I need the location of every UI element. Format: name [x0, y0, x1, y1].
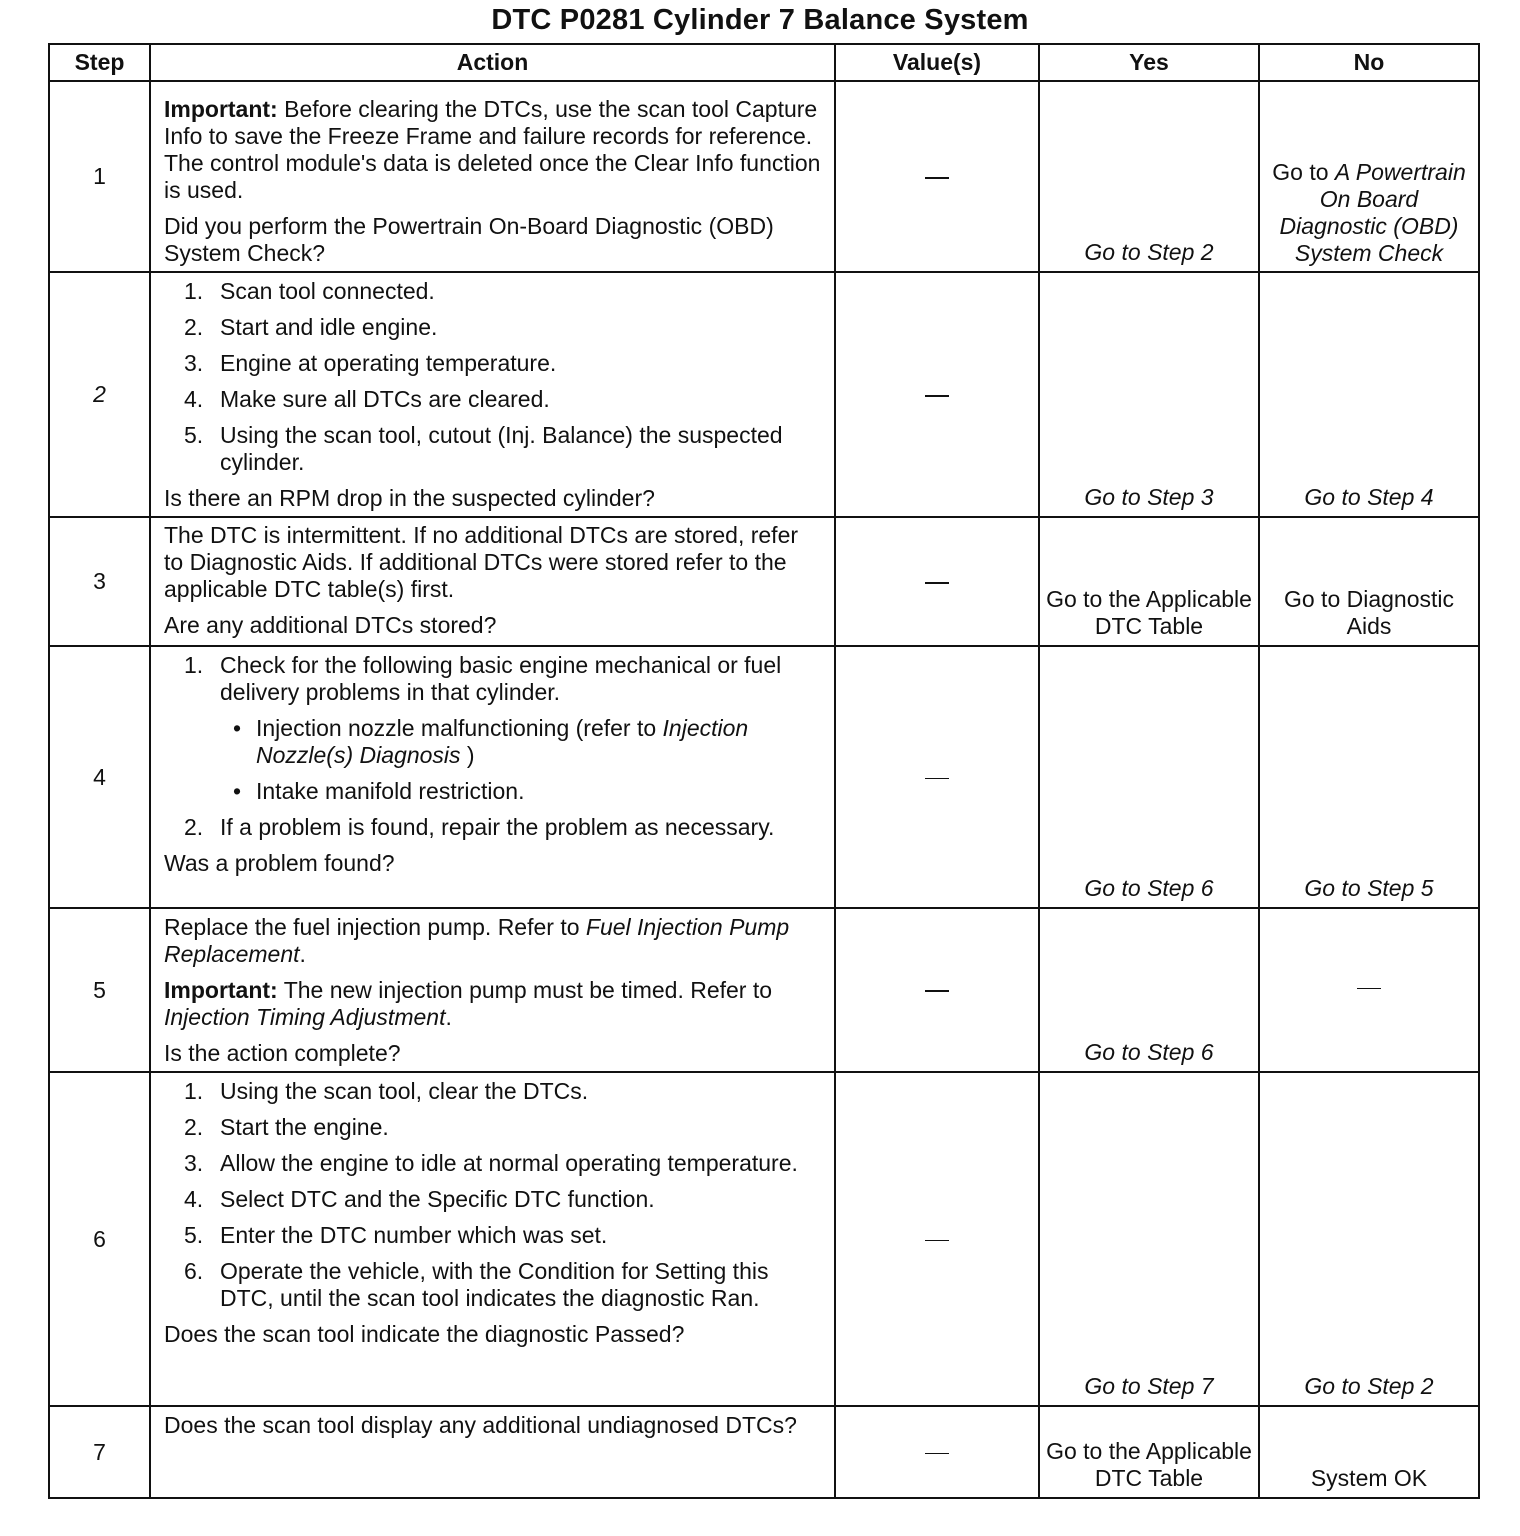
value-dash: [925, 1453, 949, 1454]
no-cell: [1259, 908, 1479, 1072]
value-cell: [835, 517, 1039, 646]
question-text: Are any additional DTCs stored?: [164, 612, 497, 638]
list-item: • Intake manifold restriction.: [220, 778, 822, 805]
value-dash: [925, 395, 949, 397]
list-item: 6. Operate the vehicle, with the Condition for Setting this DTC, until the scan tool indicates the diagnostic Ran.: [184, 1258, 769, 1311]
question-text: Is the action complete?: [164, 1040, 401, 1066]
action-cell: [150, 517, 835, 646]
action-steps: [164, 278, 822, 476]
step-number: 4: [49, 646, 150, 908]
header-no: No: [1259, 44, 1479, 81]
yes-cell: Go to Step 2: [1039, 81, 1259, 272]
list-item: 2. If a problem is found, repair the problem as necessary.: [184, 814, 775, 840]
value-dash: [925, 990, 949, 992]
table-row: [49, 517, 1479, 646]
list-item: 3. Allow the engine to idle at normal operating temperature.: [184, 1150, 798, 1176]
action-cell: [150, 646, 835, 908]
no-dash: [1357, 988, 1381, 989]
important-note: Important: The new injection pump must be timed. Refer to Injection Timing Adjustment.: [164, 977, 773, 1030]
step-number: 3: [49, 517, 150, 646]
value-cell: [835, 1406, 1039, 1498]
action-cell: [150, 81, 835, 272]
action-cell: [150, 1072, 835, 1406]
yes-cell: Go to Step 6: [1039, 908, 1259, 1072]
important-text: Before clearing the DTCs, use the scan tool Capture Info to save the Freeze Frame and failure records for reference. The control module's data is deleted once the Clear Info function is used.: [164, 96, 821, 203]
action-text: Replace the fuel injection pump. Refer to Fuel Injection Pump Replacement.: [164, 914, 790, 967]
important-label: Important:: [164, 96, 278, 122]
sub-bullets: [220, 715, 822, 805]
action-cell: [150, 272, 835, 517]
action-text: The DTC is intermittent. If no additional DTCs are stored, refer to Diagnostic Aids. If additional DTCs were stored refer to the applicable DTC table(s) first.: [164, 522, 799, 602]
header-values: Value(s): [835, 44, 1039, 81]
question-text: Was a problem found?: [164, 850, 395, 876]
yes-cell: Go to Step 7: [1039, 1072, 1259, 1406]
list-item: 2. Start and idle engine.: [184, 314, 438, 340]
table-row: [49, 81, 1479, 272]
list-item: 3. Engine at operating temperature.: [184, 350, 557, 376]
value-dash: [925, 1240, 949, 1241]
action-cell: [150, 908, 835, 1072]
yes-cell: Go to the Applicable DTC Table: [1039, 1406, 1259, 1498]
step-number: 1: [49, 81, 150, 272]
header-action: Action: [150, 44, 835, 81]
reference-link: Fuel Injection Pump Replacement: [164, 914, 790, 967]
reference-link: Injection Timing Adjustment: [164, 1004, 446, 1030]
table-row: [49, 1072, 1479, 1406]
yes-cell: Go to the Applicable DTC Table: [1039, 517, 1259, 646]
dtc-table: [48, 43, 1480, 1499]
table-row: [49, 272, 1479, 517]
action-steps: [164, 652, 822, 841]
no-cell: [1259, 81, 1479, 272]
reference-link: Injection Nozzle(s) Diagnosis: [256, 715, 749, 768]
list-item: 5. Using the scan tool, cutout (Inj. Balance) the suspected cylinder.: [184, 422, 783, 475]
no-cell: Go to Step 5: [1259, 646, 1479, 908]
step-number: 2: [49, 272, 150, 517]
page-title: DTC P0281 Cylinder 7 Balance System: [491, 4, 1029, 36]
list-item: 2. Start the engine.: [184, 1114, 389, 1140]
no-cell: System OK: [1259, 1406, 1479, 1498]
list-item: • Injection nozzle malfunctioning (refer to Injection Nozzle(s) Diagnosis ): [220, 715, 822, 769]
no-link: A Powertrain On Board Diagnostic (OBD) System Check: [1279, 159, 1466, 266]
value-cell: [835, 272, 1039, 517]
value-cell: [835, 646, 1039, 908]
table-row: [49, 1406, 1479, 1498]
list-item: 1. Using the scan tool, clear the DTCs.: [184, 1078, 589, 1104]
list-item: 1. Scan tool connected.: [184, 278, 435, 304]
value-cell: [835, 908, 1039, 1072]
step-number: 5: [49, 908, 150, 1072]
value-dash: [925, 778, 949, 779]
no-cell: Go to Step 4: [1259, 272, 1479, 517]
action-steps: [164, 1078, 822, 1312]
yes-cell: Go to Step 3: [1039, 272, 1259, 517]
table-row: [49, 646, 1479, 908]
list-item: 1. Check for the following basic engine mechanical or fuel delivery problems in that cylinder. • Injection nozzle malfunctioning (refer to Injection Nozzle(s) Diagnosis ) • Intake manifold restriction.: [164, 652, 822, 805]
table-header-row: [49, 44, 1479, 81]
important-note: [164, 96, 822, 204]
value-dash: [925, 177, 949, 179]
step-number: 6: [49, 1072, 150, 1406]
question-text: Is there an RPM drop in the suspected cylinder?: [164, 485, 655, 511]
value-dash: [925, 582, 949, 584]
yes-cell: Go to Step 6: [1039, 646, 1259, 908]
step-number: 7: [49, 1406, 150, 1498]
header-step: Step: [49, 44, 150, 81]
list-item: 4. Select DTC and the Specific DTC function.: [184, 1186, 655, 1212]
list-item: 5. Enter the DTC number which was set.: [184, 1222, 608, 1248]
header-yes: Yes: [1039, 44, 1259, 81]
no-prefix: Go to: [1272, 159, 1335, 185]
question-text: Does the scan tool indicate the diagnostic Passed?: [164, 1321, 685, 1347]
value-cell: [835, 81, 1039, 272]
action-cell: [150, 1406, 835, 1498]
list-item: 4. Make sure all DTCs are cleared.: [184, 386, 550, 412]
important-label: Important:: [164, 977, 278, 1003]
question-text: Did you perform the Powertrain On-Board Diagnostic (OBD) System Check?: [164, 213, 774, 266]
table-row: [49, 908, 1479, 1072]
question-text: Does the scan tool display any additional undiagnosed DTCs?: [164, 1412, 797, 1438]
value-cell: [835, 1072, 1039, 1406]
no-cell: Go to Step 2: [1259, 1072, 1479, 1406]
no-cell: Go to Diagnostic Aids: [1259, 517, 1479, 646]
